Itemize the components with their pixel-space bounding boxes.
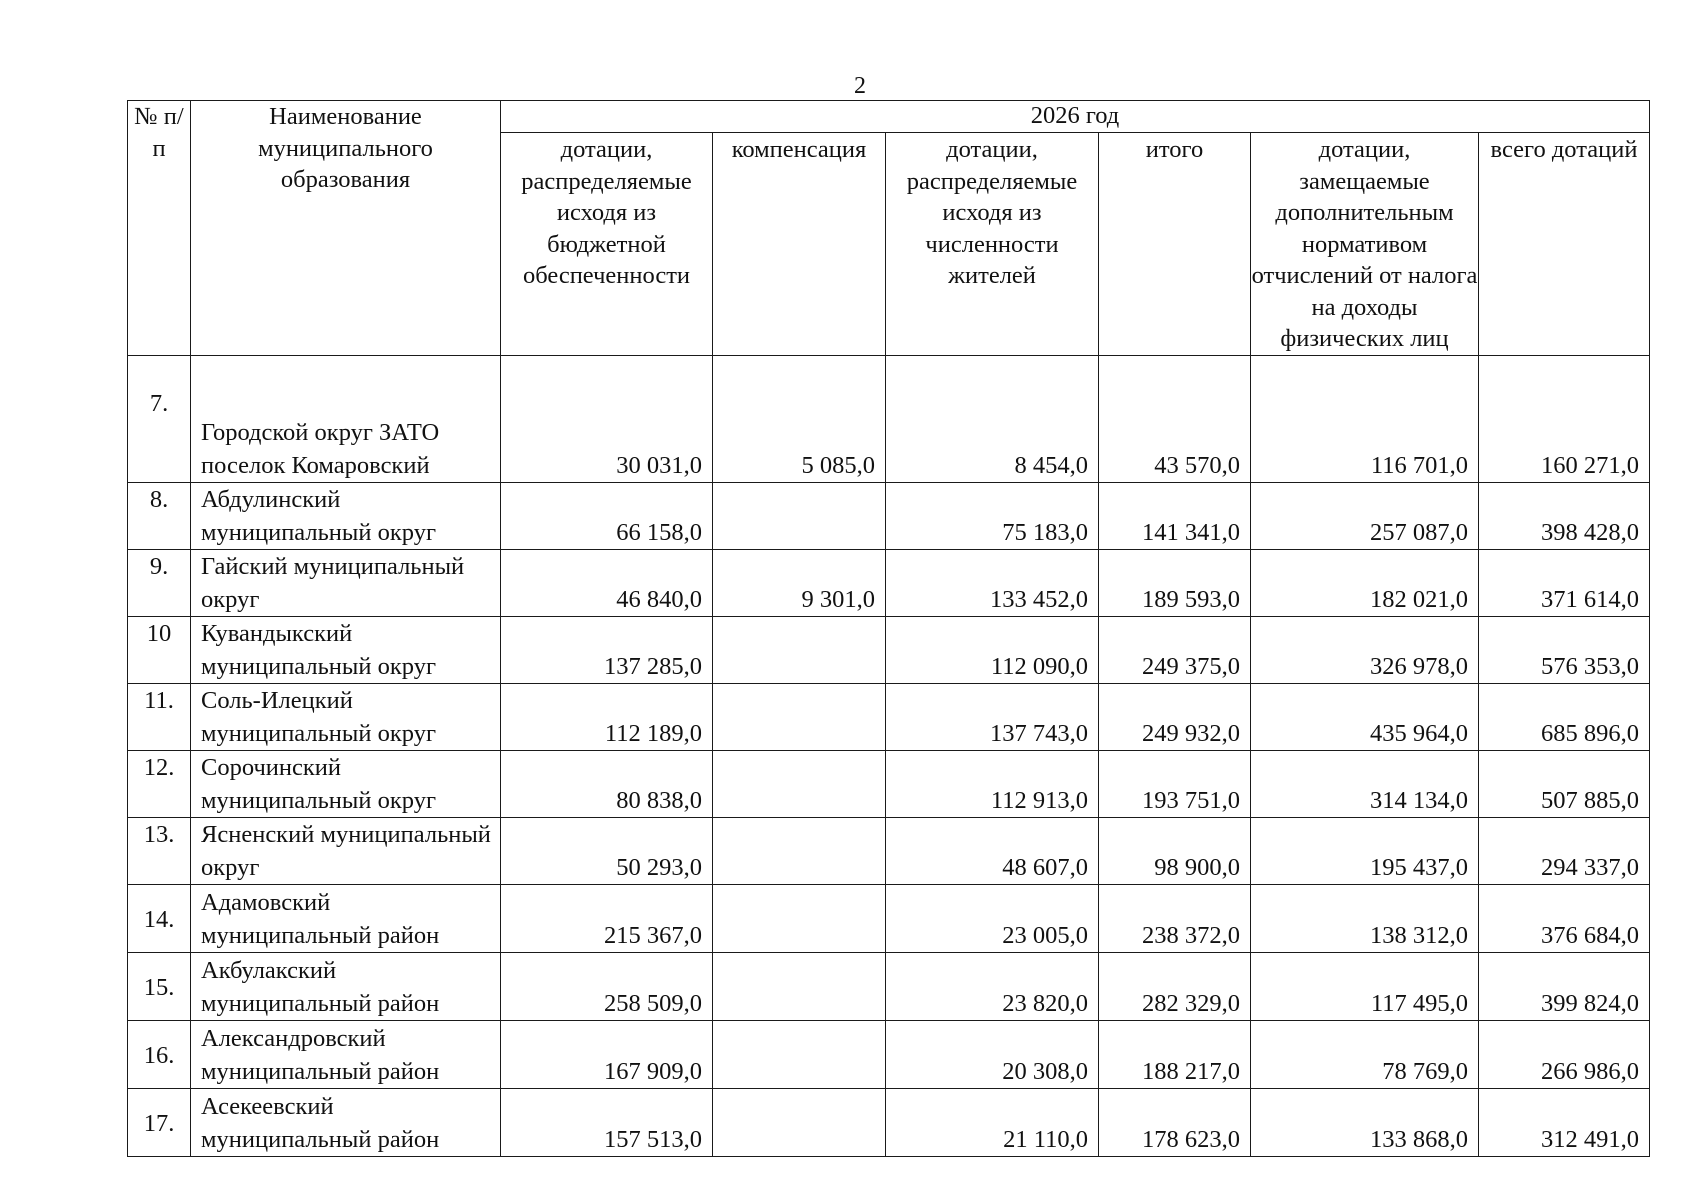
cell-total: 398 428,0 [1479, 482, 1650, 549]
table-row [128, 817, 1650, 884]
municipality-name: Городской округ ЗАТО поселок Комаровский [191, 355, 501, 482]
cell-total: 376 684,0 [1479, 884, 1650, 952]
cell-subtotal: 282 329,0 [1099, 952, 1251, 1020]
cell-compensation [713, 952, 886, 1020]
cell-total: 507 885,0 [1479, 750, 1650, 817]
cell-population: 133 452,0 [886, 549, 1099, 616]
cell-total: 160 271,0 [1479, 355, 1650, 482]
cell-fiscal-capacity: 112 189,0 [501, 683, 713, 750]
cell-fiscal-capacity: 258 509,0 [501, 952, 713, 1020]
table-row [128, 1088, 1650, 1156]
cell-population: 112 913,0 [886, 750, 1099, 817]
municipality-name: Ясненский муниципальный округ [191, 817, 501, 884]
cell-population: 112 090,0 [886, 616, 1099, 683]
row-number: 13. [128, 817, 191, 884]
cell-population: 23 005,0 [886, 884, 1099, 952]
cell-compensation [713, 482, 886, 549]
cell-population: 48 607,0 [886, 817, 1099, 884]
table-row [128, 549, 1650, 616]
table-row [128, 355, 1650, 482]
row-number: 7. [128, 355, 191, 482]
municipality-name: Соль-Илецкий муниципальный округ [191, 683, 501, 750]
cell-compensation [713, 683, 886, 750]
cell-ndfl-replacement: 182 021,0 [1251, 549, 1479, 616]
cell-compensation [713, 817, 886, 884]
cell-ndfl-replacement: 116 701,0 [1251, 355, 1479, 482]
cell-compensation: 5 085,0 [713, 355, 886, 482]
header-num: № п/п [128, 101, 191, 356]
cell-population: 137 743,0 [886, 683, 1099, 750]
cell-ndfl-replacement: 133 868,0 [1251, 1088, 1479, 1156]
cell-subtotal: 141 341,0 [1099, 482, 1251, 549]
table-body [128, 355, 1650, 1156]
cell-ndfl-replacement: 117 495,0 [1251, 952, 1479, 1020]
cell-total: 266 986,0 [1479, 1020, 1650, 1088]
cell-fiscal-capacity: 157 513,0 [501, 1088, 713, 1156]
cell-subtotal: 193 751,0 [1099, 750, 1251, 817]
cell-population: 8 454,0 [886, 355, 1099, 482]
header-col-compensation: компенсация [713, 133, 886, 356]
cell-compensation [713, 884, 886, 952]
subsidies-table [127, 100, 1650, 1157]
row-number: 16. [128, 1020, 191, 1088]
cell-compensation: 9 301,0 [713, 549, 886, 616]
cell-compensation [713, 750, 886, 817]
cell-total: 294 337,0 [1479, 817, 1650, 884]
table-row [128, 616, 1650, 683]
cell-compensation [713, 1020, 886, 1088]
page-number: 2 [854, 73, 866, 99]
cell-total: 312 491,0 [1479, 1088, 1650, 1156]
row-number: 10 [128, 616, 191, 683]
cell-fiscal-capacity: 80 838,0 [501, 750, 713, 817]
cell-fiscal-capacity: 30 031,0 [501, 355, 713, 482]
municipality-name: Адамовский муниципальный район [191, 884, 501, 952]
municipality-name: Кувандыкский муниципальный округ [191, 616, 501, 683]
cell-ndfl-replacement: 138 312,0 [1251, 884, 1479, 952]
header-col-fiscal-capacity: дотации, распределяемые исходя из бюджетной обеспеченности [501, 133, 713, 356]
cell-fiscal-capacity: 215 367,0 [501, 884, 713, 952]
cell-ndfl-replacement: 195 437,0 [1251, 817, 1479, 884]
cell-subtotal: 43 570,0 [1099, 355, 1251, 482]
cell-ndfl-replacement: 435 964,0 [1251, 683, 1479, 750]
cell-subtotal: 178 623,0 [1099, 1088, 1251, 1156]
row-number: 11. [128, 683, 191, 750]
header-col-population: дотации, распределяемые исходя из численности жителей [886, 133, 1099, 356]
cell-subtotal: 188 217,0 [1099, 1020, 1251, 1088]
cell-population: 23 820,0 [886, 952, 1099, 1020]
cell-fiscal-capacity: 66 158,0 [501, 482, 713, 549]
cell-population: 20 308,0 [886, 1020, 1099, 1088]
table-row [128, 750, 1650, 817]
cell-subtotal: 189 593,0 [1099, 549, 1251, 616]
row-number: 9. [128, 549, 191, 616]
header-col-total: всего дотаций [1479, 133, 1650, 356]
cell-ndfl-replacement: 257 087,0 [1251, 482, 1479, 549]
row-number: 8. [128, 482, 191, 549]
cell-population: 21 110,0 [886, 1088, 1099, 1156]
row-number: 14. [128, 884, 191, 952]
municipality-name: Сорочинский муниципальный округ [191, 750, 501, 817]
table-row [128, 683, 1650, 750]
cell-subtotal: 249 375,0 [1099, 616, 1251, 683]
header-year: 2026 год [501, 101, 1650, 133]
cell-total: 685 896,0 [1479, 683, 1650, 750]
cell-subtotal: 98 900,0 [1099, 817, 1251, 884]
municipality-name: Акбулакский муниципальный район [191, 952, 501, 1020]
cell-ndfl-replacement: 326 978,0 [1251, 616, 1479, 683]
row-number: 15. [128, 952, 191, 1020]
municipality-name: Абдулинский муниципальный округ [191, 482, 501, 549]
row-number: 17. [128, 1088, 191, 1156]
table-row [128, 482, 1650, 549]
municipality-name: Александровский муниципальный район [191, 1020, 501, 1088]
cell-subtotal: 238 372,0 [1099, 884, 1251, 952]
cell-ndfl-replacement: 314 134,0 [1251, 750, 1479, 817]
cell-fiscal-capacity: 167 909,0 [501, 1020, 713, 1088]
cell-total: 576 353,0 [1479, 616, 1650, 683]
table-row [128, 884, 1650, 952]
row-number: 12. [128, 750, 191, 817]
cell-fiscal-capacity: 50 293,0 [501, 817, 713, 884]
cell-population: 75 183,0 [886, 482, 1099, 549]
header-name: Наименование муниципального образования [191, 101, 501, 356]
table-row [128, 1020, 1650, 1088]
cell-fiscal-capacity: 46 840,0 [501, 549, 713, 616]
cell-compensation [713, 616, 886, 683]
cell-ndfl-replacement: 78 769,0 [1251, 1020, 1479, 1088]
cell-total: 399 824,0 [1479, 952, 1650, 1020]
cell-compensation [713, 1088, 886, 1156]
header-col-ndfl-replacement: дотации, замещаемые дополнительным нормативом отчислений от налога на доходы физических лиц [1251, 133, 1479, 356]
header-col-subtotal: итого [1099, 133, 1251, 356]
table-row [128, 952, 1650, 1020]
cell-subtotal: 249 932,0 [1099, 683, 1251, 750]
municipality-name: Гайский муниципальный округ [191, 549, 501, 616]
cell-total: 371 614,0 [1479, 549, 1650, 616]
cell-fiscal-capacity: 137 285,0 [501, 616, 713, 683]
municipality-name: Асекеевский муниципальный район [191, 1088, 501, 1156]
